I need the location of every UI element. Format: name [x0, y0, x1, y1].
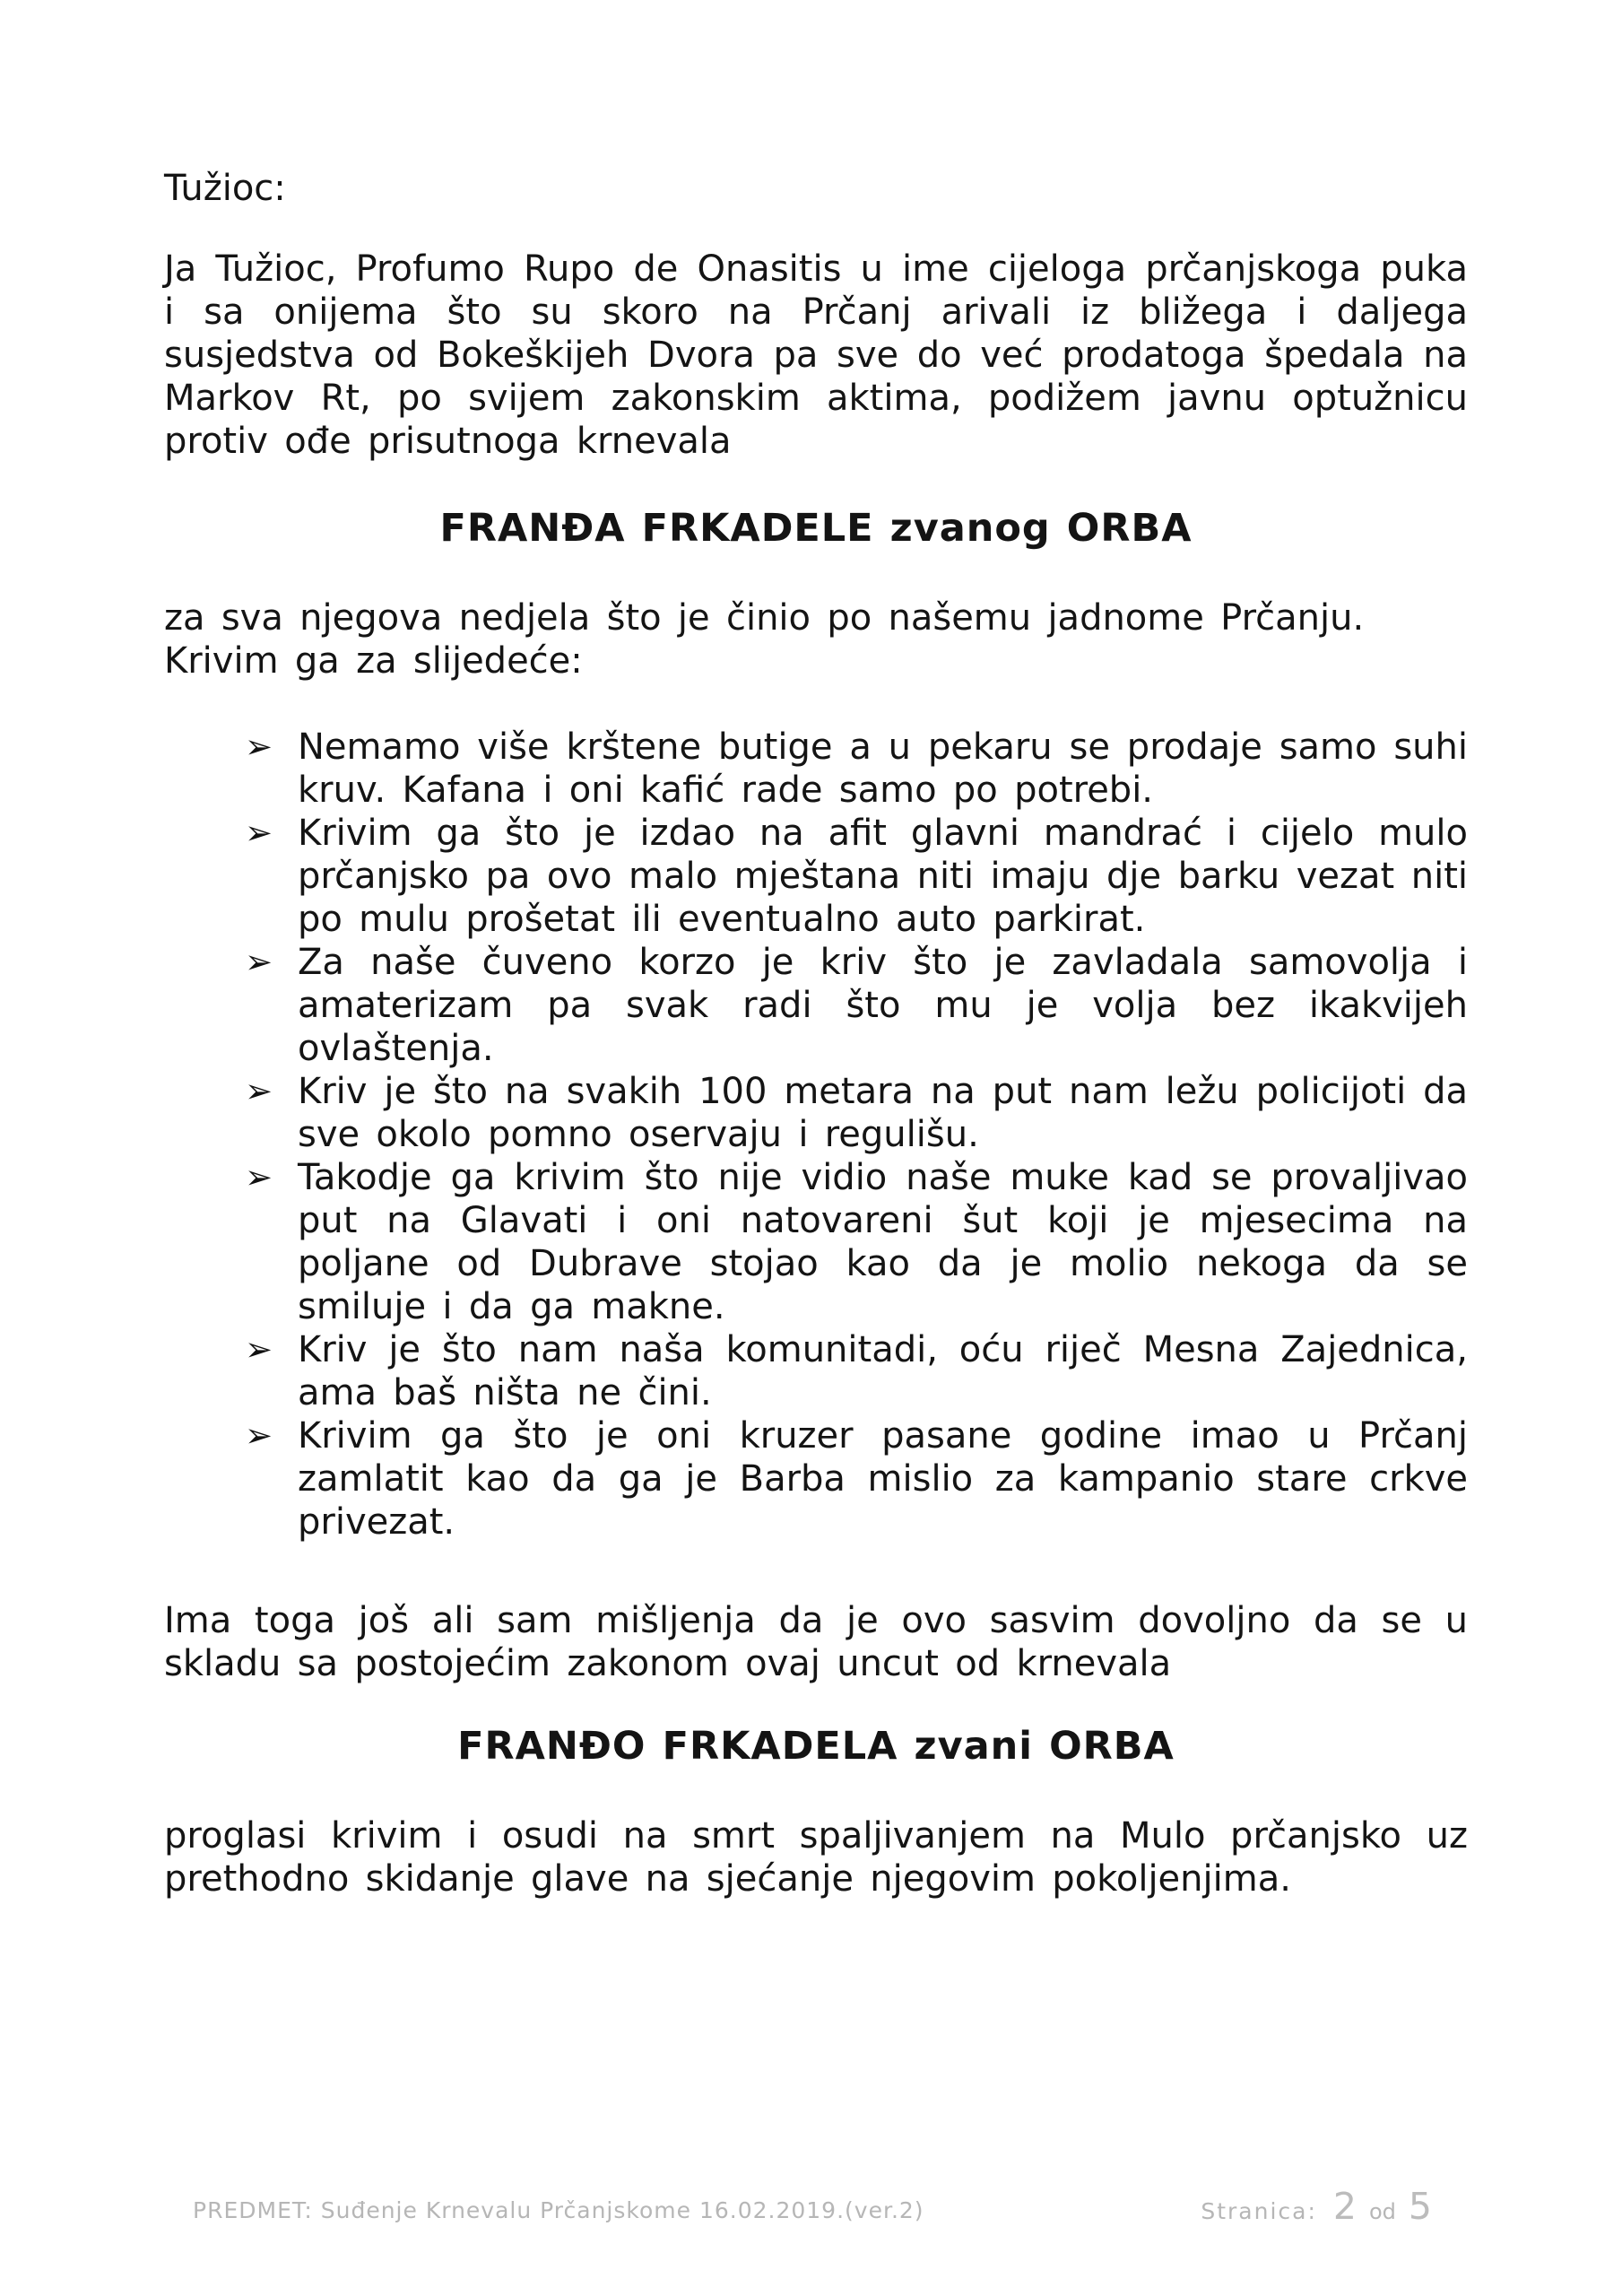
accusation-text: Za naše čuveno korzo je kriv što je zavladala samovolja i amaterizam pa svak radi što mu je volja bez ikakvijeh ovlaštenja. — [298, 942, 1468, 1069]
paragraph-misdeeds: za sva njegova nedjela što je činio po našemu jadnome Prčanju. — [164, 597, 1365, 639]
heading-verdict-name: FRANĐO FRKADELA zvani ORBA — [457, 1724, 1175, 1769]
accusation-item — [164, 1156, 1468, 1328]
arrow-bullet-icon: ➢ — [245, 1158, 273, 1196]
arrow-bullet-icon: ➢ — [245, 1072, 273, 1110]
footer-page-total: 5 — [1408, 2185, 1432, 2228]
arrow-bullet-icon: ➢ — [245, 1330, 273, 1369]
arrow-bullet-icon: ➢ — [245, 943, 273, 981]
arrow-bullet-icon: ➢ — [245, 813, 273, 852]
footer-page-indicator — [1201, 2185, 1432, 2228]
accusation-text: Krivim ga što je oni kruzer pasane godine imao u Prčanj zamlatit kao da ga je Barba mislio za kampanio stare crkve privezat. — [298, 1415, 1468, 1543]
footer-page-current: 2 — [1332, 2185, 1357, 2228]
paragraph-accusation-intro: Ja Tužioc, Profumo Rupo de Onasitis u ime cijeloga prčanjskoga puka i sa onijema što su skoro na Prčanj arivali iz bližega i daljega susjedstva od Bokeškijeh Dvora pa sve do već prodatoga špedala na Markov Rt, po svijem zakonskim aktima, podižem javnu optužnicu protiv ođe prisutnoga krnevala — [164, 248, 1468, 462]
footer-subject: PREDMET: Suđenje Krnevalu Prčanjskome 16.02.2019.(ver.2) — [193, 2197, 924, 2223]
heading-accused-name: FRANĐA FRKADELE zvanog ORBA — [439, 506, 1193, 551]
salutation: Tužioc: — [164, 168, 286, 209]
accusation-item — [164, 941, 1468, 1070]
footer-page-label: Stranica: — [1201, 2198, 1317, 2224]
arrow-bullet-icon: ➢ — [245, 1416, 273, 1455]
accusation-text: Kriv je što nam naša komunitadi, oću riječ Mesna Zajednica, ama baš ništa ne čini. — [298, 1329, 1468, 1413]
accusation-item — [164, 812, 1468, 941]
footer-page-separator: od — [1368, 2199, 1396, 2224]
arrow-bullet-icon: ➢ — [245, 727, 273, 766]
accusation-item — [164, 726, 1468, 812]
paragraph-charges-lead: Krivim ga za slijedeće: — [164, 640, 583, 682]
accusation-text: Nemamo više krštene butige a u pekaru se prodaje samo suhi kruv. Kafana i oni kafić rade samo po potrebi. — [298, 726, 1468, 811]
document-body — [164, 167, 1468, 1900]
accusation-item — [164, 1070, 1468, 1156]
accusation-item — [164, 1328, 1468, 1414]
accusation-text: Takodje ga krivim što nije vidio naše muke kad se provaljivao put na Glavati i oni natovareni šut koji je mjesecima na poljane od Dubrave stojao kao da je molio nekoga da se smiluje i da ga makne. — [298, 1157, 1468, 1327]
accusation-text: Kriv je što na svakih 100 metara na put nam ležu policijoti da sve okolo pomno oservaju i regulišu. — [298, 1071, 1468, 1155]
accusation-list — [164, 726, 1468, 1544]
accusation-item — [164, 1414, 1468, 1544]
paragraph-conclusion: Ima toga još ali sam mišljenja da je ovo sasvim dovoljno da se u skladu sa postojećim zakonom ovaj uncut od krnevala — [164, 1600, 1468, 1684]
accusation-text: Krivim ga što je izdao na afit glavni mandrać i cijelo mulo prčanjsko pa ovo malo mještana niti imaju dje barku vezat niti po mulu prošetat ili eventualno auto parkirat. — [298, 813, 1468, 940]
paragraph-sentence: proglasi krivim i osudi na smrt spaljivanjem na Mulo prčanjsko uz prethodno skidanje glave na sjećanje njegovim pokoljenjima. — [164, 1815, 1468, 1900]
